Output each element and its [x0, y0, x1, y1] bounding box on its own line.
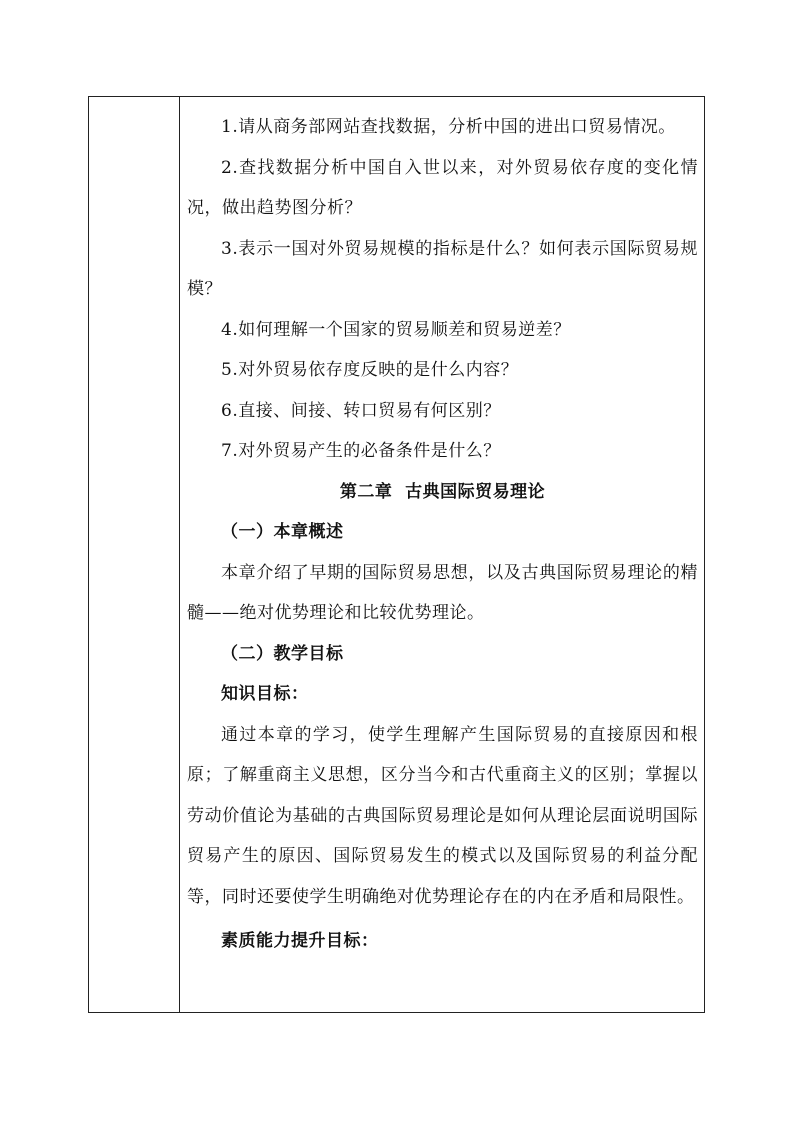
- question-6: 6.直接、间接、转口贸易有何区别？: [221, 400, 501, 421]
- chapter-title: 第二章 古典国际贸易理论: [339, 481, 546, 502]
- table-content-cell: [181, 97, 704, 1012]
- question-4: 4.如何理解一个国家的贸易顺差和贸易逆差？: [221, 319, 571, 340]
- overview-text: 本章介绍了早期的国际贸易思想，以及古典国际贸易理论的精髓——绝对优势理论和比较优势理论。: [187, 562, 698, 623]
- question-2: 2.查找数据分析中国自入世以来，对外贸易依存度的变化情况，做出趋势图分析？: [187, 157, 698, 218]
- objectives-heading: （二）教学目标: [221, 643, 344, 664]
- content-table: [88, 96, 705, 1013]
- question-3: 3.表示一国对外贸易规模的指标是什么？如何表示国际贸易规模？: [187, 238, 698, 299]
- knowledge-text: 通过本章的学习，使学生理解产生国际贸易的直接原因和根原；了解重商主义思想，区分当今和古代重商主义的区别；掌握以劳动价值论为基础的古典国际贸易理论是如何从理论层面说明国际贸易产生的原因、国际贸易发生的模式以及国际贸易的利益分配等，同时还要使学生明确绝对优势理论存在的内在矛盾和局限性。: [187, 724, 698, 907]
- table-left-column: [89, 97, 180, 1012]
- ability-heading: 素质能力提升目标：: [221, 931, 379, 951]
- question-7: 7.对外贸易产生的必备条件是什么？: [221, 441, 501, 461]
- overview-heading: （一）本章概述: [221, 522, 344, 542]
- knowledge-heading: 知识目标：: [221, 684, 309, 704]
- question-5: 5.对外贸易依存度反映的是什么内容？: [221, 360, 519, 380]
- question-1: 1.请从商务部网站查找数据，分析中国的进出口贸易情况。: [221, 117, 676, 137]
